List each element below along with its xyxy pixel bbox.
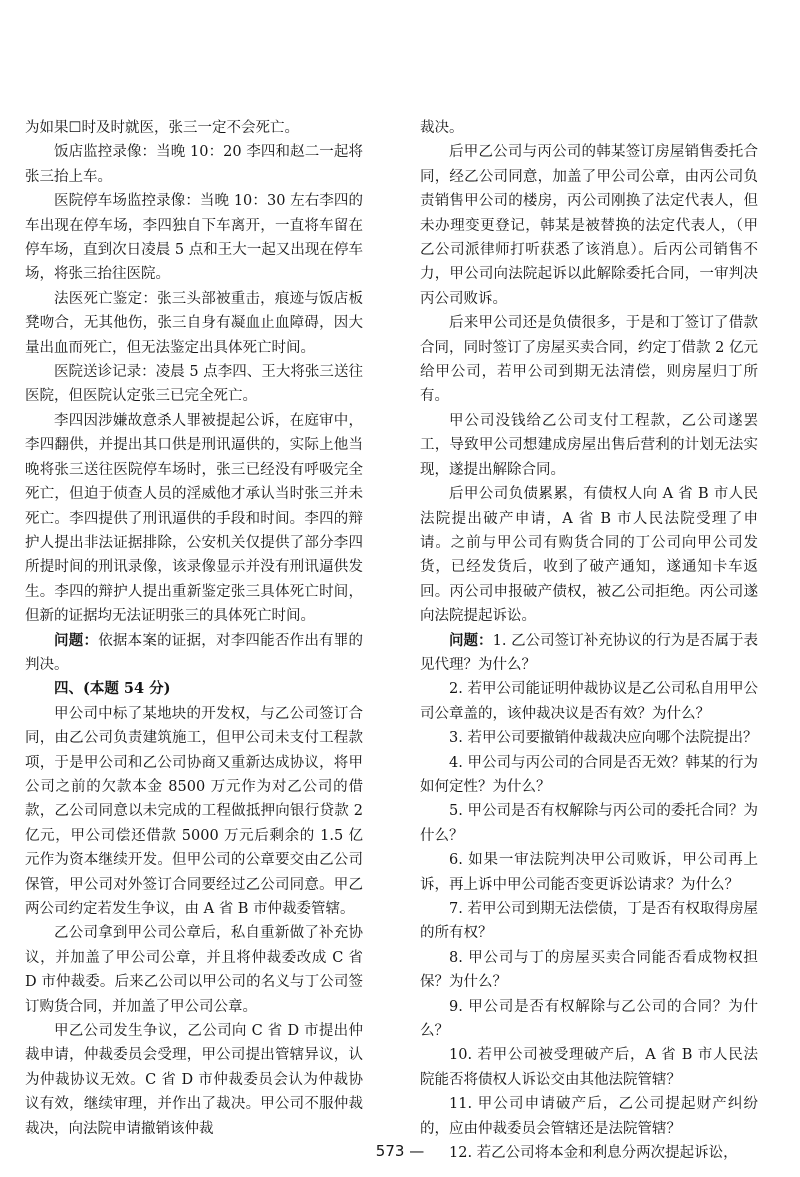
paragraph: 饭店监控录像：当晚 10：20 李四和赵二一起将张三抬上车。 — [25, 144, 363, 185]
question-paragraph — [25, 629, 363, 678]
paragraph: 后来甲公司还是负债很多，于是和丁签订了借款合同，同时签订了房屋买卖合同，约定丁借款 2 亿元给甲公司，若甲公司到期无法清偿，则房屋归丁所有。 — [420, 315, 758, 405]
paragraph: 乙公司拿到甲公司公章后，私自重新做了补充协议，并加盖了甲公司公章，并且将仲裁委改成 C 省 D 市仲裁委。后来乙公司以甲公司的名义与丁公司签订购货合同，并加盖了甲公司公章。 — [25, 925, 363, 1015]
right-column — [420, 116, 758, 1165]
question-item: 4. 甲公司与丙公司的合同是否无效？韩某的行为如何定性？为什么？ — [420, 754, 758, 795]
paragraph: 后甲公司负债累累，有债权人向 A 省 B 市人民法院提出破产申请，A 省 B 市人民法院受理了申请。之前与甲公司有购货合同的丁公司向甲公司发货，已经发货后，收到了破产通知，遂通知卡车返回。丙公司申报破产债权，被乙公司拒绝。丙公司遂向法院提起诉讼。 — [420, 486, 758, 625]
question-item: 9. 甲公司是否有权解除与乙公司的合同？为什么？ — [420, 998, 758, 1040]
paragraph: 医院送诊记录：凌晨 5 点李四、王大将张三送往医院，但医院认定张三已完全死亡。 — [25, 364, 363, 405]
paragraph: 李四因涉嫌故意杀人罪被提起公诉，在庭审中，李四翻供，并提出其口供是刑讯逼供的，实际上他当晚将张三送往医院停车场时，张三已经没有呼吸完全死亡，但迫于侦查人员的淫威他才承认当时张三并未死亡。李四提供了刑讯逼供的手段和时间。李四的辩护人提出非法证据排除，公安机关仅提供了部分李四所提时间的刑讯录像，该录像显示并没有刑讯逼供发生。李四的辩护人提出重新鉴定张三具体死亡时间，但新的证据均无法证明张三的具体死亡时间。 — [25, 412, 363, 625]
question-item: 10. 若甲公司被受理破产后，A 省 B 市人民法院能否将债权人诉讼交由其他法院管辖？ — [420, 1047, 758, 1088]
paragraph: 医院停车场监控录像：当晚 10：30 左右李四的车出现在停车场，李四独自下车离开，一直将车留在停车场，直到次日凌晨 5 点和王大一起又出现在停车场，将张三抬往医院。 — [25, 193, 363, 283]
paragraph: 甲乙公司发生争议，乙公司向 C 省 D 市提出仲裁申请，仲裁委员会受理，甲公司提出管辖异议，认为仲裁协议无效。C 省 D 市仲裁委员会认为仲裁协议有效，继续审理，并作出了裁决。甲公司不服仲裁裁决，向法院申请撤销该仲裁 — [25, 1023, 363, 1137]
paragraph: 甲公司没钱给乙公司支付工程款，乙公司遂罢工，导致甲公司想建成房屋出售后营利的计划无法实现，遂提出解除合同。 — [420, 412, 758, 478]
question-item: 8. 甲公司与丁的房屋买卖合同能否看成物权担保？为什么？ — [420, 949, 758, 991]
question-label: 问题： — [54, 631, 99, 649]
question-item: 3. 若甲公司要撤销仲裁裁决应向哪个法院提出？ — [449, 730, 758, 747]
question-item: 6. 如果一审法院判决甲公司败诉，甲公司再上诉，再上诉中甲公司能否变更诉讼请求？为什么？ — [420, 852, 758, 893]
question-item — [420, 629, 758, 678]
paragraph: 为如果☐时及时就医，张三一定不会死亡。 — [25, 120, 299, 136]
paragraph: 后甲乙公司与丙公司的韩某签订房屋销售委托合同，经乙公司同意，加盖了甲公司公章，由丙公司负责销售甲公司的楼房，丙公司刚换了法定代表人，但未办理变更登记，韩某是被替换的法定代表人，（甲乙公司派律师打听获悉了该消息）。后丙公司销售不力，甲公司向法院起诉以此解除委托合同，一审判决丙公司败诉。 — [420, 144, 758, 307]
question-item: 7. 若甲公司到期无法偿债，丁是否有权取得房屋的所有权？ — [420, 901, 758, 942]
question-label: 问题： — [449, 631, 493, 649]
page-number: 573 — — [375, 1142, 425, 1160]
paragraph: 法医死亡鉴定：张三头部被重击，痕迹与饭店板凳吻合，无其他伤，张三自身有凝血止血障碍，因大量出血而死亡，但无法鉴定出具体死亡时间。 — [25, 290, 363, 356]
section-heading: 四、(本题 54 分) — [54, 680, 171, 698]
question-text: 依据本案的证据，对李四能否作出有罪的判决。 — [25, 632, 364, 673]
question-item: 5. 甲公司是否有权解除与丙公司的委托合同？为什么？ — [420, 803, 758, 844]
question-item: 11. 甲公司申请破产后，乙公司提起财产纠纷的，应由仲裁委员会管辖还是法院管辖？ — [420, 1096, 758, 1137]
paragraph: 甲公司中标了某地块的开发权，与乙公司签订合同，由乙公司负责建筑施工，但甲公司未支付工程款项，于是甲公司和乙公司协商又重新达成协议，将甲公司之前的欠款本金 8500 万元作为对乙公司的借款，乙公司同意以未完成的工程做抵押向银行贷款 2 亿元，甲公司偿还借款 5000 万元后剩余的 1.5 亿元作为资本继续开发。但甲公司的公章要交由乙公司保管，甲公司对外签订合同要经过乙公司同意。甲乙两公司约定若发生争议，由 A 省 B 市仲裁委管辖。 — [25, 705, 363, 917]
paragraph: 裁决。 — [420, 120, 464, 136]
left-column — [25, 116, 363, 1141]
question-text: 1. 乙公司签订补充协议的行为是否属于表见代理？为什么？ — [420, 632, 759, 673]
question-item: 12. 若乙公司将本金和利息分两次提起诉讼， — [449, 1145, 738, 1162]
question-item: 2. 若甲公司能证明仲裁协议是乙公司私自用甲公司公章盖的，该仲裁决议是否有效？为什么？ — [420, 681, 758, 722]
